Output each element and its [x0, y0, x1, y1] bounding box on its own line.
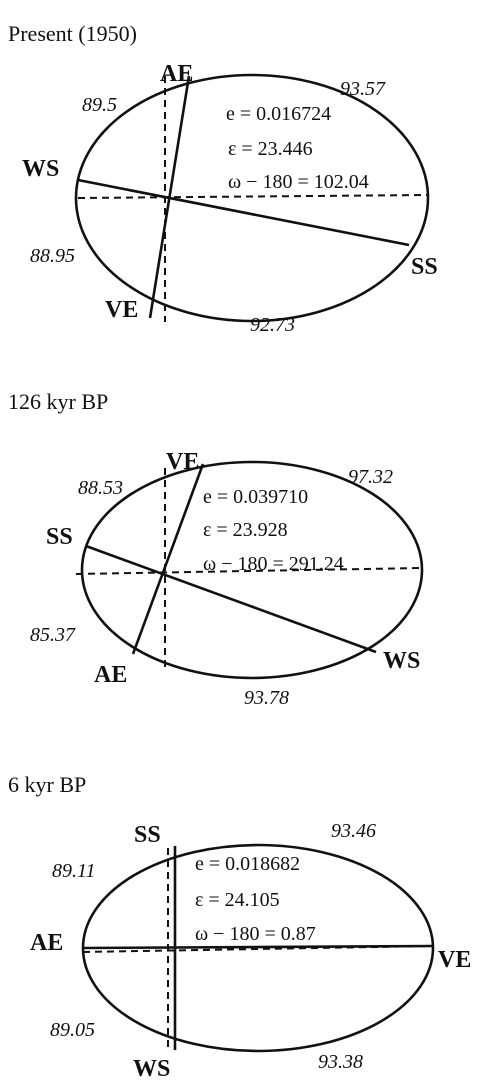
panel-title: 6 kyr BP — [8, 772, 87, 797]
quarter-length-bottom-right: 93.78 — [244, 687, 289, 709]
param-obliquity: ε = 24.105 — [195, 889, 280, 911]
season-label-left: SS — [46, 524, 73, 550]
param-eccentricity: e = 0.018682 — [195, 853, 301, 875]
season-label-left: AE — [30, 930, 64, 956]
quarter-length-bottom-left: 88.95 — [30, 245, 75, 267]
quarter-length-top-right: 93.57 — [340, 78, 385, 100]
axis-horizontal-dashed — [78, 195, 428, 198]
param-obliquity: ε = 23.446 — [228, 138, 313, 160]
param-omega: ω − 180 = 102.04 — [228, 171, 369, 193]
param-omega: ω − 180 = 0.87 — [195, 923, 316, 945]
season-label-left: WS — [22, 156, 60, 182]
solstice-line — [83, 946, 433, 948]
quarter-length-top-left: 89.5 — [82, 94, 117, 116]
param-omega: ω − 180 = 291.24 — [203, 553, 344, 575]
season-label-top: AE — [160, 61, 194, 87]
quarter-length-bottom-left: 89.05 — [50, 1019, 95, 1041]
param-eccentricity: e = 0.016724 — [226, 103, 332, 125]
panel-title: 126 kyr BP — [8, 389, 109, 414]
season-label-right: WS — [383, 648, 421, 674]
quarter-length-top-right: 93.46 — [331, 820, 376, 842]
param-eccentricity: e = 0.039710 — [203, 486, 309, 508]
season-label-bottom: VE — [105, 297, 139, 323]
panel-6kyr — [8, 772, 471, 1082]
season-label-bottom: AE — [94, 662, 128, 688]
panel-title: Present (1950) — [8, 21, 137, 46]
param-obliquity: ε = 23.928 — [203, 519, 288, 541]
quarter-length-top-left: 88.53 — [78, 477, 123, 499]
quarter-length-bottom-right: 92.73 — [250, 314, 295, 336]
season-label-right: SS — [411, 254, 438, 280]
quarter-length-bottom-left: 85.37 — [30, 624, 75, 646]
quarter-length-top-right: 97.32 — [348, 466, 393, 488]
panel-present — [8, 21, 438, 336]
season-label-top: VE — [166, 449, 200, 475]
equinox-line — [133, 464, 203, 654]
season-label-bottom: WS — [133, 1056, 171, 1082]
season-label-top: SS — [134, 822, 161, 848]
panel-126kyr — [8, 389, 422, 709]
quarter-length-top-left: 89.11 — [52, 860, 96, 882]
season-label-right: VE — [438, 947, 472, 973]
quarter-length-bottom-right: 93.38 — [318, 1051, 363, 1073]
